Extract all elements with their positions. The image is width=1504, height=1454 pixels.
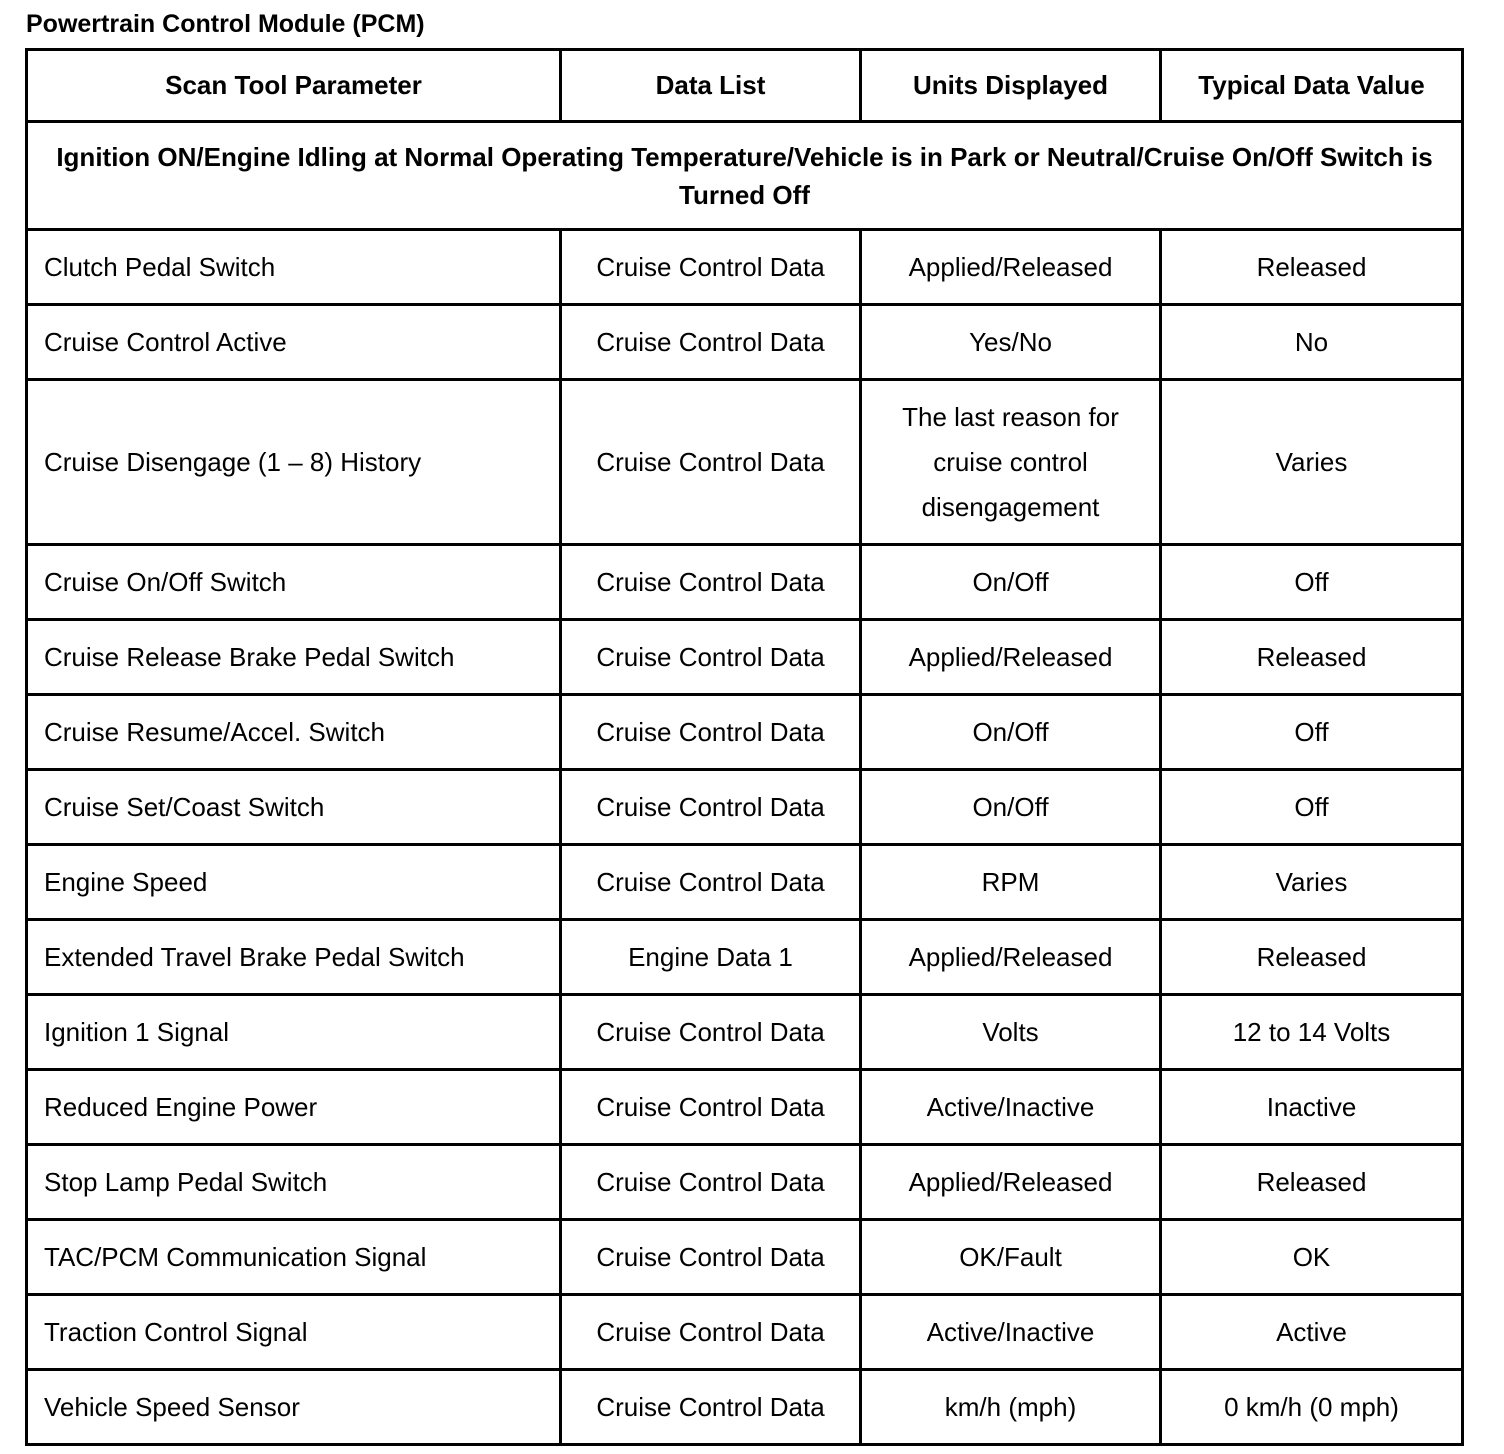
cell-scan-tool-parameter: Engine Speed — [27, 845, 561, 920]
cell-units-displayed: RPM — [861, 845, 1161, 920]
header-scan-tool-parameter: Scan Tool Parameter — [27, 50, 561, 122]
document-title: Powertrain Control Module (PCM) — [26, 10, 425, 38]
cell-units-displayed: On/Off — [861, 695, 1161, 770]
header-row — [27, 50, 1463, 122]
cell-scan-tool-parameter: Clutch Pedal Switch — [27, 230, 561, 305]
cell-scan-tool-parameter: TAC/PCM Communication Signal — [27, 1220, 561, 1295]
cell-typical-data-value: 0 km/h (0 mph) — [1161, 1370, 1463, 1445]
cell-typical-data-value: Released — [1161, 620, 1463, 695]
pcm-data-table — [25, 48, 1464, 1446]
cell-typical-data-value: Off — [1161, 545, 1463, 620]
cell-typical-data-value: Released — [1161, 230, 1463, 305]
table-row — [27, 305, 1463, 380]
cell-data-list: Cruise Control Data — [561, 995, 861, 1070]
cell-data-list: Cruise Control Data — [561, 845, 861, 920]
cell-typical-data-value: Released — [1161, 920, 1463, 995]
cell-scan-tool-parameter: Extended Travel Brake Pedal Switch — [27, 920, 561, 995]
table-row — [27, 230, 1463, 305]
cell-typical-data-value: OK — [1161, 1220, 1463, 1295]
cell-scan-tool-parameter: Traction Control Signal — [27, 1295, 561, 1370]
cell-data-list: Cruise Control Data — [561, 230, 861, 305]
table-row — [27, 695, 1463, 770]
cell-data-list: Cruise Control Data — [561, 1370, 861, 1445]
cell-units-displayed: Yes/No — [861, 305, 1161, 380]
cell-units-displayed: OK/Fault — [861, 1220, 1161, 1295]
cell-scan-tool-parameter: Stop Lamp Pedal Switch — [27, 1145, 561, 1220]
table-row — [27, 380, 1463, 545]
cell-data-list: Cruise Control Data — [561, 695, 861, 770]
cell-data-list: Cruise Control Data — [561, 1145, 861, 1220]
cell-scan-tool-parameter: Cruise Disengage (1 – 8) History — [27, 380, 561, 545]
cell-units-displayed: Applied/Released — [861, 230, 1161, 305]
cell-scan-tool-parameter: Cruise On/Off Switch — [27, 545, 561, 620]
operating-condition: Ignition ON/Engine Idling at Normal Operating Temperature/Vehicle is in Park or Neutral/Cruise On/Off Switch is Turned Off — [27, 122, 1463, 230]
table-row — [27, 770, 1463, 845]
cell-units-displayed: On/Off — [861, 545, 1161, 620]
cell-units-displayed: Applied/Released — [861, 620, 1161, 695]
cell-scan-tool-parameter: Vehicle Speed Sensor — [27, 1370, 561, 1445]
cell-typical-data-value: Released — [1161, 1145, 1463, 1220]
table-row — [27, 920, 1463, 995]
cell-scan-tool-parameter: Cruise Control Active — [27, 305, 561, 380]
cell-data-list: Cruise Control Data — [561, 305, 861, 380]
cell-typical-data-value: Varies — [1161, 380, 1463, 545]
cell-data-list: Engine Data 1 — [561, 920, 861, 995]
cell-scan-tool-parameter: Cruise Resume/Accel. Switch — [27, 695, 561, 770]
header-data-list: Data List — [561, 50, 861, 122]
cell-units-displayed: Applied/Released — [861, 1145, 1161, 1220]
table-row — [27, 1295, 1463, 1370]
cell-data-list: Cruise Control Data — [561, 770, 861, 845]
header-units-displayed: Units Displayed — [861, 50, 1161, 122]
cell-units-displayed: Active/Inactive — [861, 1295, 1161, 1370]
cell-data-list: Cruise Control Data — [561, 1295, 861, 1370]
cell-scan-tool-parameter: Cruise Set/Coast Switch — [27, 770, 561, 845]
cell-typical-data-value: Varies — [1161, 845, 1463, 920]
cell-units-displayed: On/Off — [861, 770, 1161, 845]
cell-data-list: Cruise Control Data — [561, 1220, 861, 1295]
cell-scan-tool-parameter: Reduced Engine Power — [27, 1070, 561, 1145]
condition-row — [27, 122, 1463, 230]
cell-scan-tool-parameter: Ignition 1 Signal — [27, 995, 561, 1070]
cell-typical-data-value: Inactive — [1161, 1070, 1463, 1145]
cell-typical-data-value: No — [1161, 305, 1463, 380]
cell-data-list: Cruise Control Data — [561, 545, 861, 620]
cell-typical-data-value: Off — [1161, 770, 1463, 845]
cell-data-list: Cruise Control Data — [561, 380, 861, 545]
table-row — [27, 1220, 1463, 1295]
table-row — [27, 1370, 1463, 1445]
cell-data-list: Cruise Control Data — [561, 1070, 861, 1145]
cell-units-displayed: The last reason for cruise control disengagement — [861, 380, 1161, 545]
table-row — [27, 845, 1463, 920]
cell-units-displayed: Active/Inactive — [861, 1070, 1161, 1145]
cell-typical-data-value: Off — [1161, 695, 1463, 770]
cell-units-displayed: km/h (mph) — [861, 1370, 1161, 1445]
cell-scan-tool-parameter: Cruise Release Brake Pedal Switch — [27, 620, 561, 695]
cell-units-displayed: Volts — [861, 995, 1161, 1070]
table-row — [27, 545, 1463, 620]
cell-units-displayed: Applied/Released — [861, 920, 1161, 995]
table-row — [27, 620, 1463, 695]
table-row — [27, 1070, 1463, 1145]
cell-typical-data-value: 12 to 14 Volts — [1161, 995, 1463, 1070]
cell-typical-data-value: Active — [1161, 1295, 1463, 1370]
header-typical-data-value: Typical Data Value — [1161, 50, 1463, 122]
table-row — [27, 995, 1463, 1070]
cell-data-list: Cruise Control Data — [561, 620, 861, 695]
table-row — [27, 1145, 1463, 1220]
